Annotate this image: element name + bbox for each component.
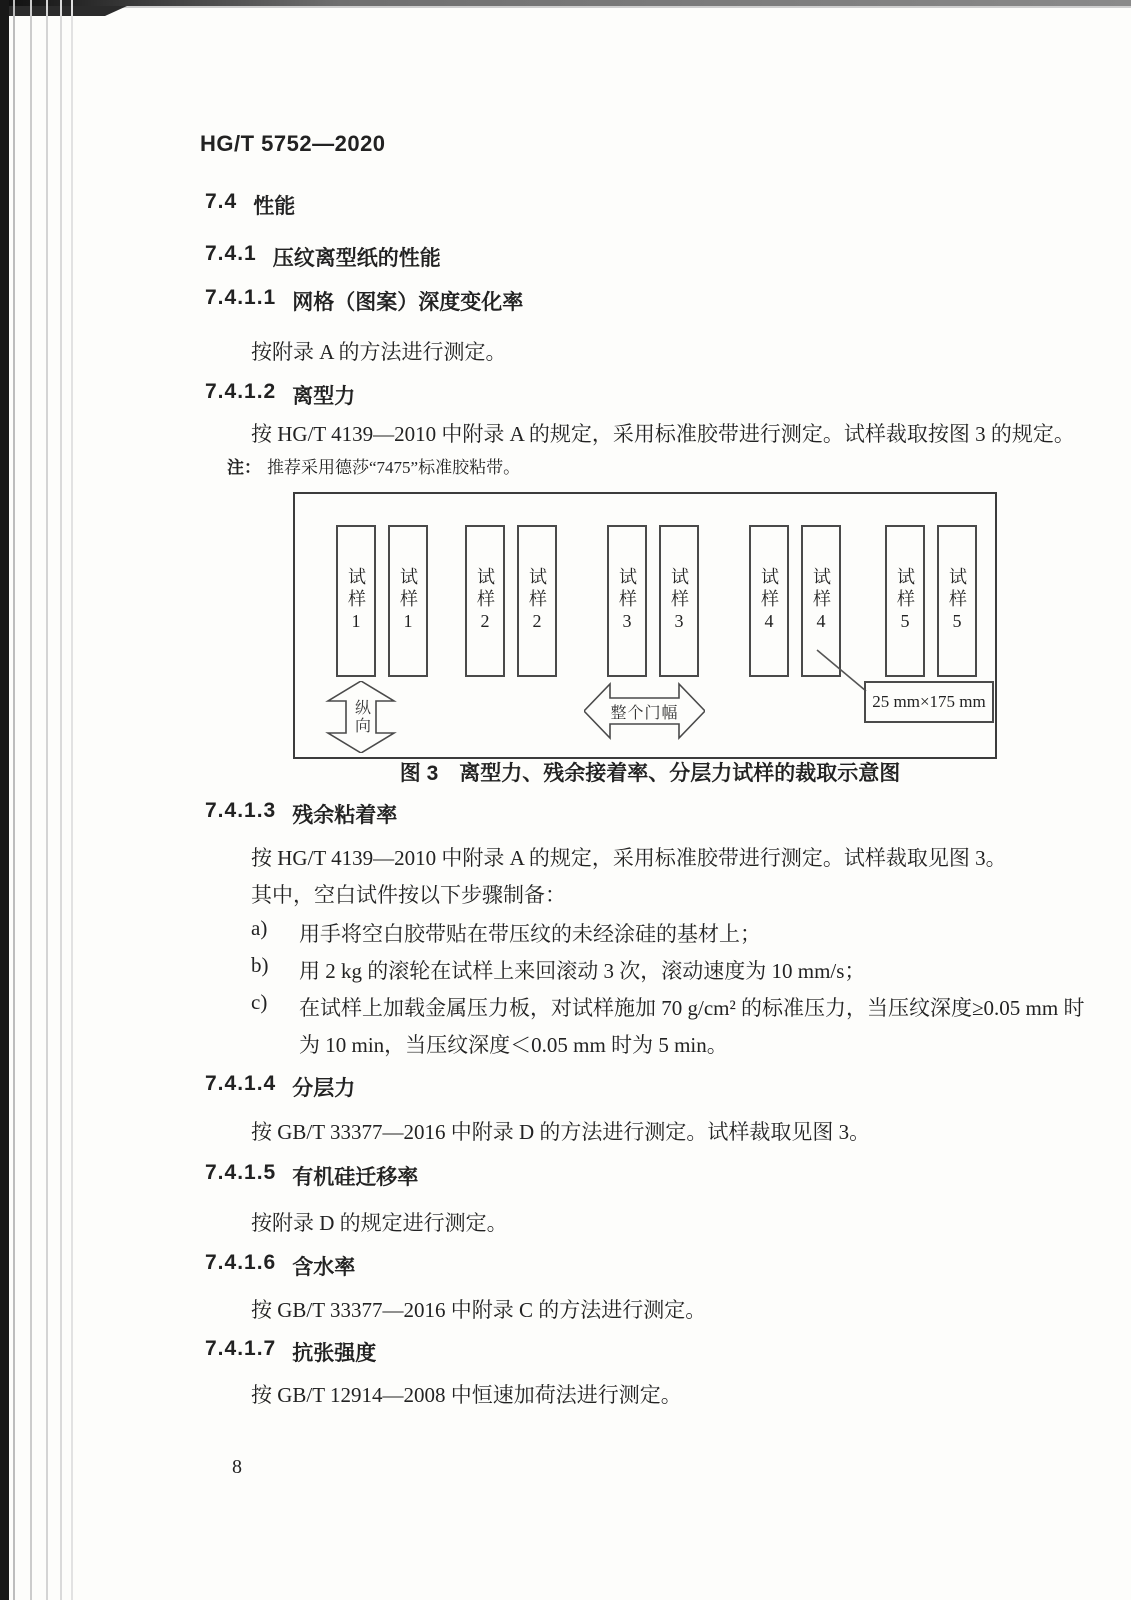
sample-pair-2 [465,525,557,677]
sample-bar [937,525,977,677]
sample-pair-3 [607,525,699,677]
paragraph: 按 HG/T 4139—2010 中附录 A 的规定，采用标准胶带进行测定。试样裁取见图 3。 [251,846,1007,870]
heading-7-4 [205,190,295,220]
page-stack-line [13,0,15,1600]
page-stack-line [46,0,48,1600]
sample-bar-label: 试样5 [895,567,915,635]
heading-number: 7.4.1.5 [205,1161,277,1184]
page-number: 8 [232,1456,242,1478]
heading-title: 压纹离型纸的性能 [272,247,441,270]
paragraph: 其中，空白试件按以下步骤制备： [251,883,566,907]
sample-bar [336,525,376,677]
sample-bar [465,525,505,677]
heading-title: 网格（图案）深度变化率 [292,291,524,314]
list-item-a [251,916,1094,953]
list-text: 用手将空白胶带贴在带压纹的未经涂硅的基材上； [299,922,761,946]
sample-bar-label: 试样2 [527,567,547,635]
heading-number: 7.4.1.7 [205,1337,277,1360]
list-text: 在试样上加载金属压力板，对试样施加 70 g/cm² 的标准压力，当压纹深度≥0.05 mm 时为 10 min，当压纹深度＜0.05 mm 时为 5 min。 [299,996,1085,1057]
sample-bar [659,525,699,677]
page-stack-line [71,0,73,1600]
heading-7-4-1-6 [205,1251,355,1281]
paragraph: 按 GB/T 12914—2008 中恒速加荷法进行测定。 [251,1383,682,1407]
heading-number: 7.4.1.6 [205,1251,277,1274]
note-text: 推荐采用德莎“7475”标准胶粘带。 [267,458,521,477]
sample-bar-label: 试样4 [811,567,831,635]
figure-3-caption: 图 3 离型力、残余接着率、分层力试样的裁取示意图 [399,762,901,785]
heading-7-4-1-3 [205,799,397,829]
list-text: 用 2 kg 的滚轮在试样上来回滚动 3 次，滚动速度为 10 mm/s； [299,959,866,983]
longitudinal-direction-label: 纵向 [352,699,370,735]
sample-bar [801,525,841,677]
standard-number-header: HG/T 5752—2020 [200,131,386,156]
paragraph: 按附录 A 的方法进行测定。 [251,340,507,364]
paragraph: 按 HG/T 4139—2010 中附录 A 的规定，采用标准胶带进行测定。试样裁取按图 3 的规定。 [251,422,1075,446]
list-marker: a) [251,916,268,940]
heading-7-4-1 [205,242,441,272]
sample-bar [885,525,925,677]
sample-pair-4 [749,525,841,677]
figure-3-frame [293,492,997,759]
heading-7-4-1-5 [205,1161,418,1191]
sample-bar [607,525,647,677]
heading-title: 离型力 [292,385,356,408]
heading-7-4-1-7 [205,1337,376,1367]
sample-bar [749,525,789,677]
longitudinal-direction-arrow-icon [322,681,400,753]
list-item-b [251,953,1094,990]
heading-title: 分层力 [292,1077,356,1100]
paragraph: 按 GB/T 33377—2016 中附录 D 的方法进行测定。试样裁取见图 3。 [251,1120,871,1144]
sample-bar-label: 试样1 [346,567,366,635]
sample-pair-5 [885,525,977,677]
heading-7-4-1-2 [205,380,355,410]
dimension-label-box [864,681,994,723]
sample-bar-label: 试样3 [617,567,637,635]
heading-title: 抗张强度 [292,1342,377,1365]
page-stack-line [60,0,62,1600]
sample-bar [517,525,557,677]
list-marker: c) [251,990,268,1014]
sample-bar [388,525,428,677]
full-width-arrow-icon [584,679,705,743]
page-stack-line [30,0,32,1600]
heading-number: 7.4.1.3 [205,799,277,822]
scan-corner-wedge [9,6,127,16]
heading-title: 残余粘着率 [292,804,398,827]
sample-bar-label: 试样1 [398,567,418,635]
sample-bar-label: 试样3 [669,567,689,635]
sample-bar-label: 试样2 [475,567,495,635]
heading-title: 有机硅迁移率 [292,1166,419,1189]
paragraph: 按附录 D 的规定进行测定。 [251,1211,508,1235]
heading-title: 含水率 [292,1256,356,1279]
sample-pair-1 [336,525,428,677]
scan-edge-left [0,0,9,1600]
heading-number: 7.4.1.2 [205,380,277,403]
heading-7-4-1-1 [205,286,523,316]
heading-number: 7.4.1.4 [205,1072,277,1095]
heading-title: 性能 [253,195,296,218]
heading-number: 7.4 [205,190,238,213]
list-item-c [251,990,1094,1064]
sample-bar-label: 试样4 [759,567,779,635]
list-marker: b) [251,953,269,977]
full-width-label: 整个门幅 [610,704,679,722]
paragraph: 按 GB/T 33377—2016 中附录 C 的方法进行测定。 [251,1298,707,1322]
heading-7-4-1-4 [205,1072,355,1102]
note-line [227,453,520,478]
dimension-label: 25 mm×175 mm [872,692,986,711]
note-label: 注： [227,458,261,477]
heading-number: 7.4.1 [205,242,257,265]
sample-bar-label: 试样5 [947,567,967,635]
heading-number: 7.4.1.1 [205,286,277,309]
scan-edge-top-hairline [0,6,1131,8]
